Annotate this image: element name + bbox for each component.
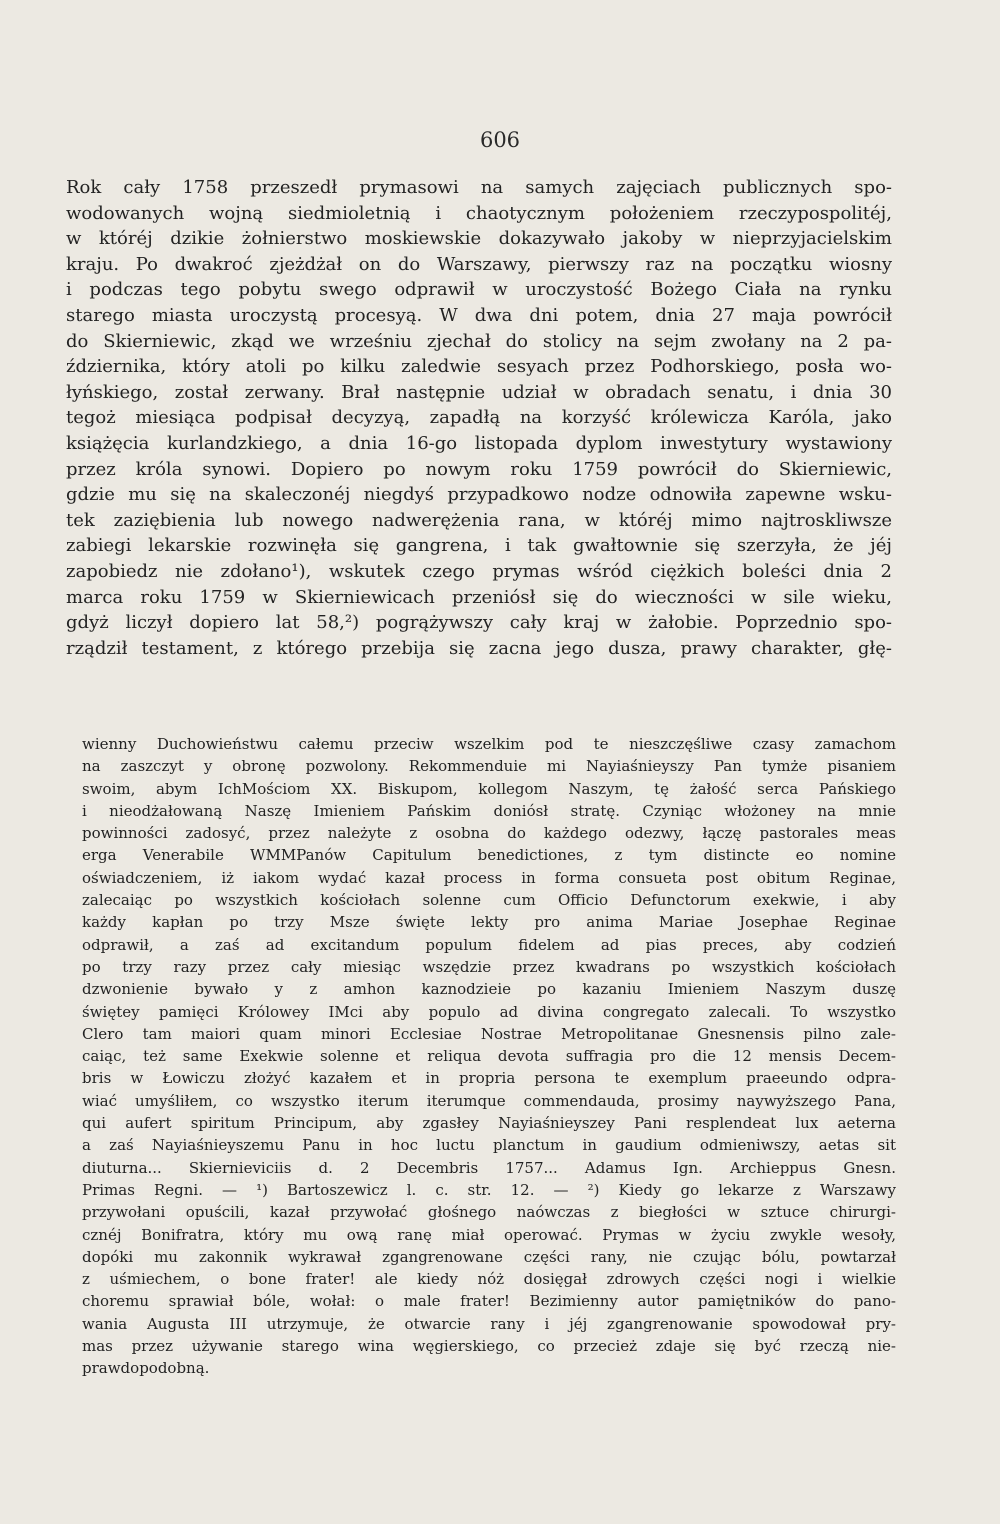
body-line: ździernika, który atoli po kilku zaledwie sesyach przez Podhorskiego, posła wo- bbox=[66, 356, 892, 378]
body-line: tek zaziębienia lub nowego nadwerężenia rana, w któréj mimo najtroskliwsze bbox=[66, 509, 892, 531]
footnote-line: bris w Łowiczu złożyć kazałem et in propria persona te exemplum praeeundo odpra- bbox=[82, 1069, 896, 1088]
footnote-line: wienny Duchowieństwu całemu przeciw wszelkim pod te nieszczęśliwe czasy zamachom bbox=[82, 735, 896, 753]
footnote-line: każdy kapłan po trzy Msze święte lekty pro anima Mariae Josephae Reginae bbox=[82, 913, 896, 932]
body-line: kraju. Po dwakroć zjeżdżał on do Warszawy, pierwszy raz na początku wiosny bbox=[66, 253, 892, 275]
footnote-line: odprawił, a zaś ad excitandum populum fidelem ad pias preces, aby codzień bbox=[82, 935, 896, 954]
footnote-line: erga Venerabile WMMPanów Capitulum benedictiones, z tym distincte eo nomine bbox=[82, 846, 896, 865]
footnote-line: po trzy razy przez cały miesiąc wszędzie przez kwadrans po wszystkich kościołach bbox=[82, 957, 896, 976]
body-line: przez króla synowi. Dopiero po nowym roku 1759 powrócił do Skierniewic, bbox=[66, 458, 892, 480]
body-line: rządził testament, z którego przebija się zacna jego dusza, prawy charakter, głę- bbox=[66, 637, 892, 659]
footnote-line: choremu sprawiał bóle, wołał: o male frater! Bezimienny autor pamiętników do pano- bbox=[82, 1292, 896, 1311]
footnote-line: caiąc, też same Exekwie solenne et reliqua devota suffragia pro die 12 mensis Decem- bbox=[82, 1047, 896, 1066]
body-line: książęcia kurlandzkiego, a dnia 16-go listopada dyplom inwestytury wystawiony bbox=[66, 432, 892, 454]
footnote-line: i nieodżałowaną Naszę Imieniem Pańskim doniósł stratę. Czyniąc włożoney na mnie bbox=[82, 801, 896, 820]
footnote-line: qui aufert spiritum Principum, aby zgasłey Nayiaśnieyszey Pani resplendeat lux aeterna bbox=[82, 1114, 896, 1133]
body-line: starego miasta uroczystą procesyą. W dwa dni potem, dnia 27 maja powrócił bbox=[66, 304, 892, 326]
body-line: zapobiedz nie zdołano¹), wskutek czego prymas wśród ciężkich boleści dnia 2 bbox=[66, 560, 892, 582]
footnote-line: zalecaiąc po wszystkich kościołach solenne cum Officio Defunctorum exekwie, i aby bbox=[82, 891, 896, 910]
footnote-line: Primas Regni. — ¹) Bartoszewicz l. c. str. 12. — ²) Kiedy go lekarze z Warszawy bbox=[82, 1180, 896, 1199]
body-line: wodowanych wojną siedmioletnią i chaotycznym położeniem rzeczypospolitéj, bbox=[66, 202, 892, 224]
main-text bbox=[66, 175, 892, 661]
footnote-line: mas przez używanie starego wina węgierskiego, co przecież zdaje się być rzeczą nie- bbox=[82, 1337, 896, 1356]
footnote-line: powinności zadosyć, przez należyte z osobna do każdego odezwy, łączę pastorales meas bbox=[82, 824, 896, 843]
footnote-line: wania Augusta III utrzymuje, że otwarcie rany i jéj zgangrenowanie spowodował pry- bbox=[82, 1314, 896, 1333]
footnotes bbox=[82, 733, 896, 1380]
footnote-line: swoim, abym IchMościom XX. Biskupom, kollegom Naszym, tę żałość serca Pańskiego bbox=[82, 779, 896, 798]
body-line: i podczas tego pobytu swego odprawił w uroczystość Bożego Ciała na rynku bbox=[66, 279, 892, 301]
body-line: łyńskiego, został zerwany. Brał następnie udział w obradach senatu, i dnia 30 bbox=[66, 381, 892, 403]
footnote-line: przywołani opuścili, kazał przywołać głośnego naówczas z biegłości w sztuce chirurgi- bbox=[82, 1203, 896, 1222]
footnote-line: z uśmiechem, o bone frater! ale kiedy nóż dosięgał zdrowych części nogi i wielkie bbox=[82, 1270, 896, 1289]
body-line: zabiegi lekarskie rozwinęła się gangrena, i tak gwałtownie się szerzyła, że jéj bbox=[66, 535, 892, 557]
footnote-line: prawdopodobną. bbox=[82, 1359, 210, 1378]
footnote-line: dopóki mu zakonnik wykrawał zgangrenowane części rany, nie czując bólu, powtarzał bbox=[82, 1247, 896, 1266]
page-number: 606 bbox=[479, 128, 521, 152]
body-line: marca roku 1759 w Skierniewicach przeniósł się do wieczności w sile wieku, bbox=[66, 586, 892, 608]
body-line: do Skierniewic, zkąd we wrześniu zjechał do stolicy na sejm zwołany na 2 pa- bbox=[66, 330, 892, 352]
body-line: w któréj dzikie żołnierstwo moskiewskie dokazywało jakoby w nieprzyjacielskim bbox=[66, 228, 892, 250]
footnote-line: a zaś Nayiaśnieyszemu Panu in hoc luctu planctum in gaudium odmieniwszy, aetas sit bbox=[82, 1136, 896, 1155]
body-line: Rok cały 1758 przeszedł prymasowi na samych zajęciach publicznych spo- bbox=[66, 177, 892, 198]
footnote-line: oświadczeniem, iż iakom wydać kazał process in forma consueta post obitum Reginae, bbox=[82, 868, 896, 887]
footnote-line: świętey pamięci Królowey IMci aby populo ad divina congregato zalecali. To wszystko bbox=[82, 1002, 896, 1021]
footnote-line: diuturna... Skiernieviciis d. 2 Decembris 1757... Adamus Ign. Archieppus Gnesn. bbox=[82, 1158, 896, 1177]
footnote-line: cznéj Bonifratra, który mu ową ranę miał operować. Prymas w życiu zwykle wesoły, bbox=[82, 1225, 896, 1244]
footnote-line: Clero tam maiori quam minori Ecclesiae Nostrae Metropolitanae Gnesnensis pilno zale- bbox=[82, 1024, 896, 1043]
footnote-line: wiać umyśliłem, co wszystko iterum iterumque commendauda, prosimy naywyższego Pana, bbox=[82, 1091, 896, 1110]
footnote-line: na zaszczyt y obronę pozwolony. Rekommenduie mi Nayiaśnieyszy Pan tymże pisaniem bbox=[82, 757, 896, 776]
footnote-line: dzwonienie bywało y z amhon kaznodzieie po kazaniu Imieniem Naszym duszę bbox=[82, 980, 896, 999]
body-line: gdzie mu się na skaleczonéj niegdyś przypadkowo nodze odnowiła zapewne wsku- bbox=[66, 484, 892, 506]
body-line: tegoż miesiąca podpisał decyzyą, zapadłą na korzyść królewicza Karóla, jako bbox=[66, 407, 892, 429]
body-line: gdyż liczył dopiero lat 58,²) pogrążywszy cały kraj w żałobie. Poprzednio spo- bbox=[66, 612, 892, 634]
